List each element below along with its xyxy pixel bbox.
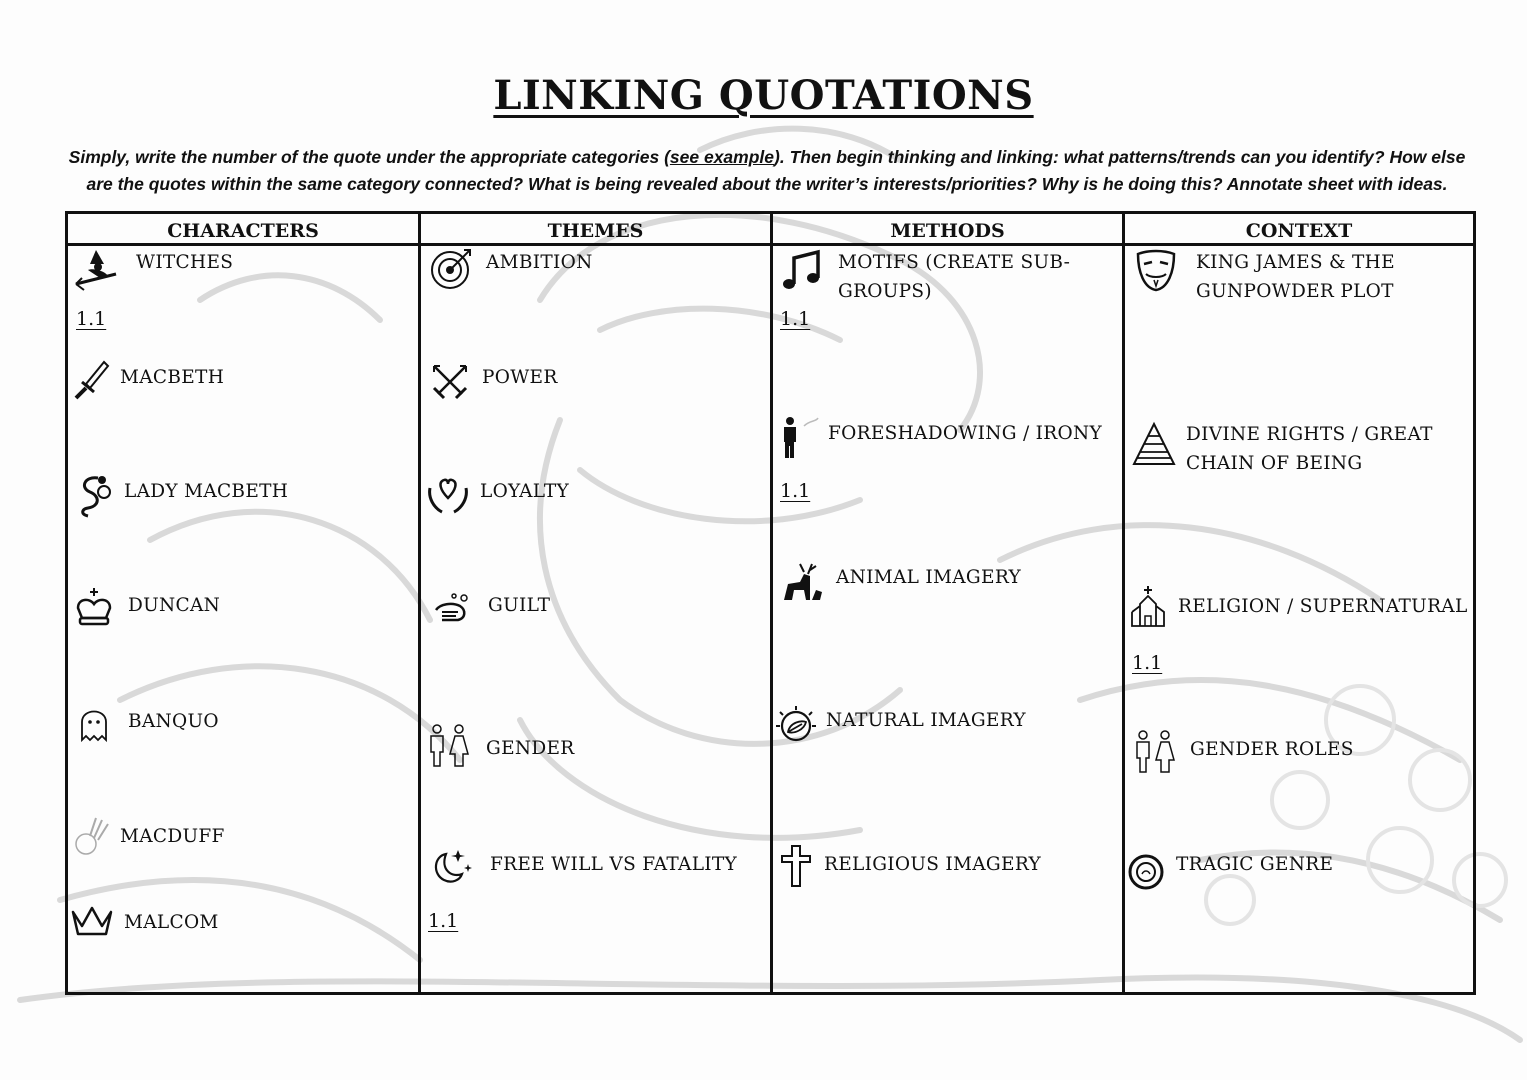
tragic-genre-icon xyxy=(1128,850,1172,894)
instructions-part1: Simply, write the number of the quote under the appropriate categories ( xyxy=(68,147,670,167)
bagpipes-icon xyxy=(70,814,114,858)
instructions xyxy=(62,144,1472,198)
hands-heart-icon xyxy=(426,474,470,518)
category-label: MACDUFF xyxy=(120,826,225,847)
crown-icon xyxy=(70,902,114,946)
cross-icon xyxy=(774,844,818,888)
instructions-part2: ). Then begin thinking and linking: what patterns/trends can you identify? How else are the quotes within the same category connected? What is being revealed about the writer’s interests/priorities? Why is he doing this? Annotate sheet with ideas. xyxy=(86,147,1466,194)
quote-number: 1.1 xyxy=(428,910,459,932)
hand-washing-icon xyxy=(430,588,474,632)
music-note-icon xyxy=(780,248,824,292)
see-example-link[interactable]: see example xyxy=(669,147,775,167)
category-label: BANQUO xyxy=(128,711,219,732)
column-heading-context: CONTEXT xyxy=(1245,220,1353,242)
category-label: MALCOM xyxy=(124,912,219,933)
category-label: RELIGION / SUPERNATURAL xyxy=(1178,596,1468,617)
figure-icon xyxy=(778,416,822,460)
category-label-line2: GUNPOWDER PLOT xyxy=(1196,281,1394,302)
category-label: GENDER xyxy=(486,738,575,759)
category-label: FREE WILL VS FATALITY xyxy=(490,854,738,875)
category-label: DUNCAN xyxy=(128,595,221,616)
quote-number: 1.1 xyxy=(1132,652,1163,674)
category-label: POWER xyxy=(482,367,558,388)
ghost-icon xyxy=(72,702,116,746)
column-heading-characters: CHARACTERS xyxy=(167,220,319,242)
column-heading-methods: METHODS xyxy=(890,220,1005,242)
animals-icon xyxy=(780,560,824,604)
gender-people-icon xyxy=(1132,730,1176,774)
sun-leaf-icon xyxy=(774,702,818,746)
dagger-icon xyxy=(70,358,114,402)
mask-icon xyxy=(1134,248,1178,292)
category-label: LADY MACBETH xyxy=(124,481,289,502)
category-label-line1: KING JAMES & THE xyxy=(1196,252,1395,273)
column-heading-themes: THEMES xyxy=(547,220,644,242)
quote-number: 1.1 xyxy=(780,480,811,502)
category-label-line1: MOTIFS (CREATE SUB- xyxy=(838,252,1071,273)
column-divider xyxy=(770,214,773,992)
page-title: LINKING QUOTATIONS xyxy=(493,72,1034,119)
moon-stars-icon xyxy=(428,844,472,888)
category-label: WITCHES xyxy=(136,252,234,273)
gender-people-icon xyxy=(426,724,470,768)
category-label: RELIGIOUS IMAGERY xyxy=(824,854,1041,875)
witch-icon xyxy=(74,246,118,290)
category-label: AMBITION xyxy=(486,252,593,273)
church-icon xyxy=(1128,584,1172,628)
category-label-line2: CHAIN OF BEING xyxy=(1186,453,1363,474)
quote-number: 1.1 xyxy=(76,308,107,330)
category-label-line1: DIVINE RIGHTS / GREAT xyxy=(1186,424,1433,445)
king-crown-icon xyxy=(72,586,116,630)
category-label: MACBETH xyxy=(120,367,225,388)
category-label: GUILT xyxy=(488,595,551,616)
column-divider xyxy=(418,214,421,992)
serpent-icon xyxy=(70,472,114,516)
category-label: FORESHADOWING / IRONY xyxy=(828,423,1102,444)
target-icon xyxy=(430,246,474,290)
category-label: NATURAL IMAGERY xyxy=(826,710,1026,731)
category-label: GENDER ROLES xyxy=(1190,739,1354,760)
pyramid-icon xyxy=(1132,420,1176,464)
category-label-line2: GROUPS) xyxy=(838,281,932,302)
category-label: LOYALTY xyxy=(480,481,570,502)
crossed-swords-icon xyxy=(428,360,472,404)
category-label: TRAGIC GENRE xyxy=(1176,854,1334,875)
quote-number: 1.1 xyxy=(780,308,811,330)
category-label: ANIMAL IMAGERY xyxy=(836,567,1021,588)
column-divider xyxy=(1122,214,1125,992)
